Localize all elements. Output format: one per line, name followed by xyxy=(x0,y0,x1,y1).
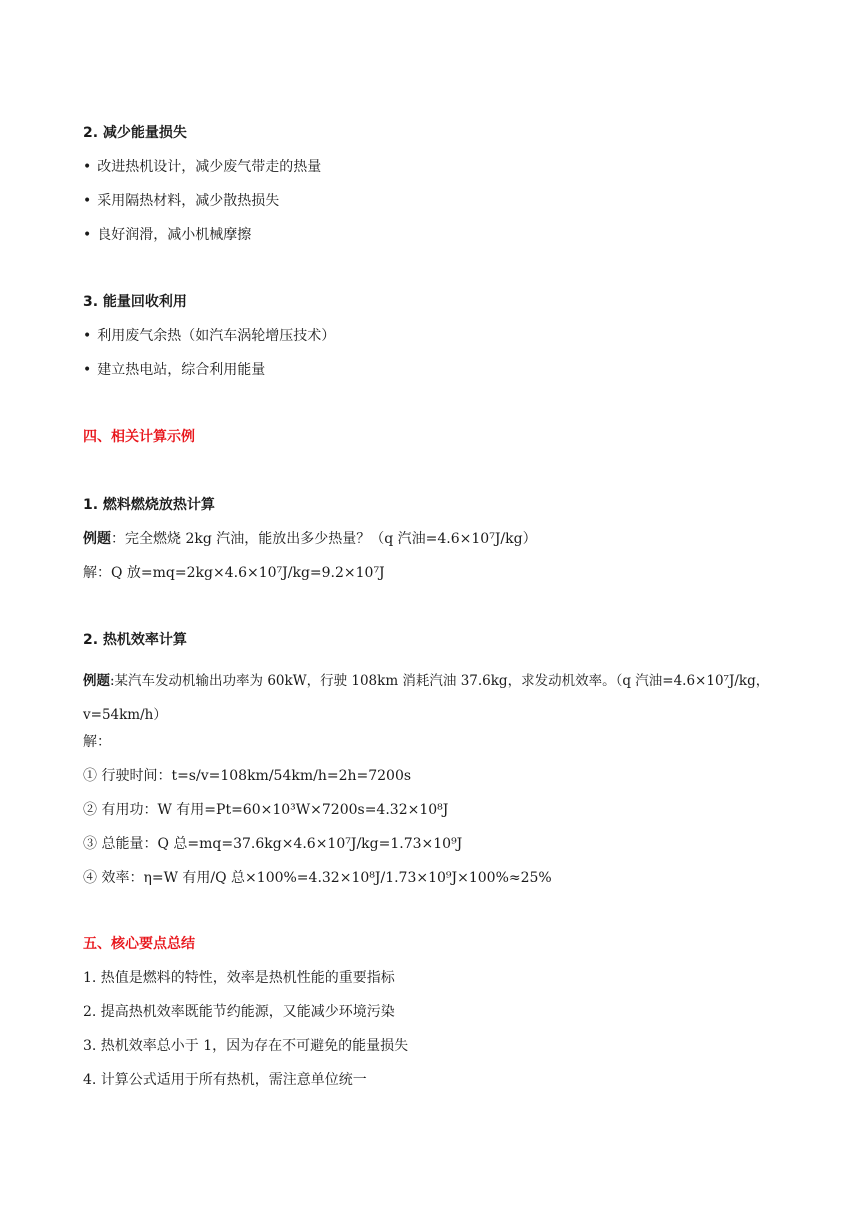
solution-step: ① 行驶时间：t=s/v=108km/54km/h=2h=7200s xyxy=(83,768,412,784)
solution-label: 解： xyxy=(83,734,111,750)
section-heading-calc-examples: 四、相关计算示例 xyxy=(83,429,195,445)
example-question: 例题：完全燃烧 2kg 汽油，能放出多少热量？（q 汽油=4.6×10⁷J/kg） xyxy=(83,531,537,547)
example-title-efficiency: 2. 热机效率计算 xyxy=(83,632,187,648)
summary-item: 2. 提高热机效率既能节约能源，又能减少环境污染 xyxy=(83,1004,395,1020)
list-item: • 采用隔热材料，减少散热损失 xyxy=(83,193,280,209)
list-item: • 利用废气余热（如汽车涡轮增压技术） xyxy=(83,328,336,344)
list-item: • 建立热电站，综合利用能量 xyxy=(83,362,266,378)
summary-item: 4. 计算公式适用于所有热机，需注意单位统一 xyxy=(83,1072,367,1088)
solution-step: ② 有用功：W 有用=Pt=60×10³W×7200s=4.32×10⁸J xyxy=(83,802,449,818)
subsection-title-reduce-loss: 2. 减少能量损失 xyxy=(83,125,187,141)
example-question: 例题:某汽车发动机输出功率为 60kW，行驶 108km 消耗汽油 37.6kg，求发动机效率。（q 汽油=4.6×10⁷J/kg，v=54km/h） xyxy=(83,673,770,723)
summary-item: 3. 热机效率总小于 1，因为存在不可避免的能量损失 xyxy=(83,1038,409,1054)
solution-step: ③ 总能量：Q 总=mq=37.6kg×4.6×10⁷J/kg=1.73×10⁹J xyxy=(83,836,463,852)
example-title-fuel-heat: 1. 燃料燃烧放热计算 xyxy=(83,497,215,513)
subsection-title-energy-recovery: 3. 能量回收利用 xyxy=(83,294,187,310)
summary-item: 1. 热值是燃料的特性，效率是热机性能的重要指标 xyxy=(83,970,395,986)
example-solution: 解：Q 放=mq=2kg×4.6×10⁷J/kg=9.2×10⁷J xyxy=(83,565,385,581)
section-heading-summary: 五、核心要点总结 xyxy=(83,936,195,952)
list-item: • 改进热机设计，减少废气带走的热量 xyxy=(83,159,322,175)
solution-step: ④ 效率：η=W 有用/Q 总×100%=4.32×10⁸J/1.73×10⁹J×100%≈25% xyxy=(83,870,552,886)
list-item: • 良好润滑，减小机械摩擦 xyxy=(83,227,252,243)
